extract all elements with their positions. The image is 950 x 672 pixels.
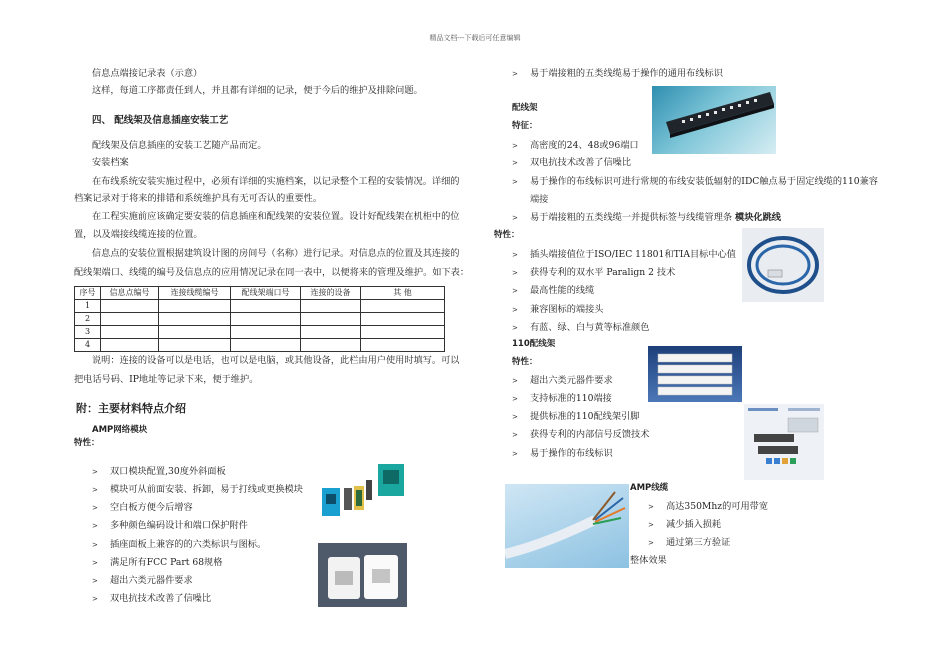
patch-cord-image — [742, 228, 824, 302]
arrow-bullet-icon: > — [92, 595, 98, 603]
list-item: > 超出六类元器件要求 — [512, 375, 613, 386]
faceplate-image — [318, 543, 407, 607]
list-item: > 插座面板上兼容的的六类标识与图标。 — [92, 539, 267, 550]
feature-label: 特性： — [512, 357, 538, 367]
list-item: > 易于端接粗的五类线缆一并提供标签与线缆管理条 模块化跳线 — [512, 212, 781, 223]
arrow-bullet-icon: > — [512, 431, 518, 439]
record-table — [74, 286, 445, 352]
arrow-bullet-icon: > — [512, 70, 518, 78]
arrow-bullet-icon: > — [512, 413, 518, 421]
table-cell: 1 — [75, 300, 101, 313]
list-item: > 满足所有FCC Part 68规格 — [92, 557, 223, 568]
arrow-bullet-icon: > — [512, 287, 518, 295]
feature-label: 特征： — [512, 121, 538, 131]
text-line: 在工程实施前应该确定要安装的信息插座和配线架的安装位置。设计好配线架在机柜中的位 — [92, 211, 460, 222]
arrow-bullet-icon: > — [92, 486, 98, 494]
list-item: > 插头端接值位于ISO/IEC 11801和TIA目标中心值 — [512, 249, 736, 260]
110-frame-image — [648, 346, 742, 402]
column-header: 配线架端口号 — [231, 287, 301, 300]
list-item: > 易于操作的布线标识 — [512, 448, 613, 459]
arrow-bullet-icon: > — [512, 142, 518, 150]
column-header: 信息点编号 — [101, 287, 159, 300]
arrow-bullet-icon: > — [512, 306, 518, 314]
text-line: 信息点的安装位置根据建筑设计图的房间号（名称）进行记录。对信息点的位置及其连接的 — [92, 248, 460, 259]
list-item: > 有蓝、绿、白与黄等标准颜色 — [512, 322, 650, 333]
page-header: 精品文档---下载后可任意编辑 — [429, 34, 521, 42]
arrow-bullet-icon: > — [92, 522, 98, 530]
patch-panel-image — [652, 86, 776, 154]
arrow-bullet-icon: > — [512, 178, 518, 186]
table-row — [75, 326, 445, 339]
arrow-bullet-icon: > — [648, 521, 654, 529]
list-item: > 减少插入损耗 — [648, 519, 722, 530]
list-item: > 获得专利的双水平 Paralign 2 技术 — [512, 267, 676, 278]
section-heading: 四、 配线架及信息插座安装工艺 — [92, 115, 229, 126]
arrow-bullet-icon: > — [512, 159, 518, 167]
subheading-110-frame: 110配线架 — [512, 339, 556, 349]
arrow-bullet-icon: > — [92, 541, 98, 549]
text-line: 把电话号码、IP地址等记录下来，便于维护。 — [74, 374, 259, 385]
subheading-patch-panel: 配线架 — [512, 103, 538, 113]
text-line: 说明：连接的设备可以是电话，也可以是电脑，或其他设备，此栏由用户使用时填写。可以 — [92, 355, 460, 366]
arrow-bullet-icon: > — [512, 269, 518, 277]
list-item: > 模块可从前面安装、拆卸，易于打线或更换模块 — [92, 484, 303, 495]
table-row — [75, 300, 445, 313]
text-line: 配线架端口、线缆的编号及信息点的应用情况记录在同一表中，以便将来的管理及维护。如下表： — [74, 267, 470, 278]
list-item: > 双电抗技术改善了信噪比 — [92, 593, 212, 604]
text-line: 端接 — [530, 194, 549, 205]
column-header: 其 他 — [361, 287, 445, 300]
text-line: 信息点端接记录表（示意） — [92, 68, 203, 79]
arrow-bullet-icon: > — [648, 503, 654, 511]
list-item: > 易于操作的布线标识可进行常规的布线安装低辐射的IDC触点易于固定线缆的110兼容 — [512, 176, 878, 187]
arrow-bullet-icon: > — [512, 214, 518, 222]
text-line: 配线架及信息插座的安装工艺随产品而定。 — [92, 140, 267, 151]
arrow-bullet-icon: > — [92, 468, 98, 476]
subheading-amp-module: AMP网络模块 — [92, 425, 148, 435]
list-item: > 通过第三方验证 — [648, 537, 731, 548]
table-header-row — [75, 287, 445, 300]
table-cell: 4 — [75, 339, 101, 352]
list-item: > 易于端接粗的五类线缆易于操作的通用布线标识 — [512, 68, 723, 79]
table-row — [75, 313, 445, 326]
text-line: 置，以及端接线缆连接的位置。 — [74, 229, 203, 240]
feature-label: 特性： — [494, 230, 520, 240]
arrow-bullet-icon: > — [92, 504, 98, 512]
column-header: 连接的设备 — [301, 287, 361, 300]
arrow-bullet-icon: > — [648, 539, 654, 547]
list-item: > 提供标准的110配线架引脚 — [512, 411, 640, 422]
cable-image — [505, 484, 629, 568]
list-item: > 高达350Mhz的可用带宽 — [648, 501, 769, 512]
table-row — [75, 339, 445, 352]
list-item: > 双电抗技术改善了信噪比 — [512, 157, 632, 168]
arrow-bullet-icon: > — [512, 450, 518, 458]
arrow-bullet-icon: > — [512, 251, 518, 259]
column-header: 序号 — [75, 287, 101, 300]
text-line: 整体效果 — [630, 555, 667, 566]
subheading-amp-cable: AMP线缆 — [630, 483, 669, 493]
list-item: > 超出六类元器件要求 — [92, 575, 193, 586]
text-line: 安装档案 — [92, 157, 129, 168]
table-cell: 3 — [75, 326, 101, 339]
appendix-heading: 附：主要材料特点介绍 — [76, 402, 186, 415]
110-diagram-image — [744, 404, 824, 480]
column-header: 连接线缆编号 — [159, 287, 231, 300]
list-item: > 多种颜色编码设计和端口保护附件 — [92, 520, 248, 531]
list-item: > 支持标准的110端接 — [512, 393, 612, 404]
arrow-bullet-icon: > — [92, 559, 98, 567]
arrow-bullet-icon: > — [512, 377, 518, 385]
list-item: > 最高性能的线缆 — [512, 285, 595, 296]
subheading-modular-jumper: 模块化跳线 — [735, 212, 781, 223]
feature-label: 特性： — [74, 438, 100, 448]
list-item: > 双口模块配置,30度外斜面板 — [92, 466, 226, 477]
arrow-bullet-icon: > — [92, 577, 98, 585]
arrow-bullet-icon: > — [512, 324, 518, 332]
list-item: > 空白板方便今后增容 — [92, 502, 193, 513]
table-cell: 2 — [75, 313, 101, 326]
network-module-image — [320, 462, 406, 526]
text-line: 在布线系统安装实施过程中，必须有详细的实施档案，以记录整个工程的安装情况。详细的 — [92, 176, 460, 187]
list-item: > 获得专利的内部信号反馈技术 — [512, 429, 650, 440]
text-line: 档案记录对于将来的排错和系统维护具有无可否认的重要性。 — [74, 193, 323, 204]
arrow-bullet-icon: > — [512, 395, 518, 403]
list-item: > 高密度的24、48或96端口 — [512, 140, 639, 151]
list-item: > 兼容图标的端接头 — [512, 304, 604, 315]
text-line: 这样，每道工序都责任到人，并且都有详细的记录，便于今后的维护及排除问题。 — [92, 85, 423, 96]
